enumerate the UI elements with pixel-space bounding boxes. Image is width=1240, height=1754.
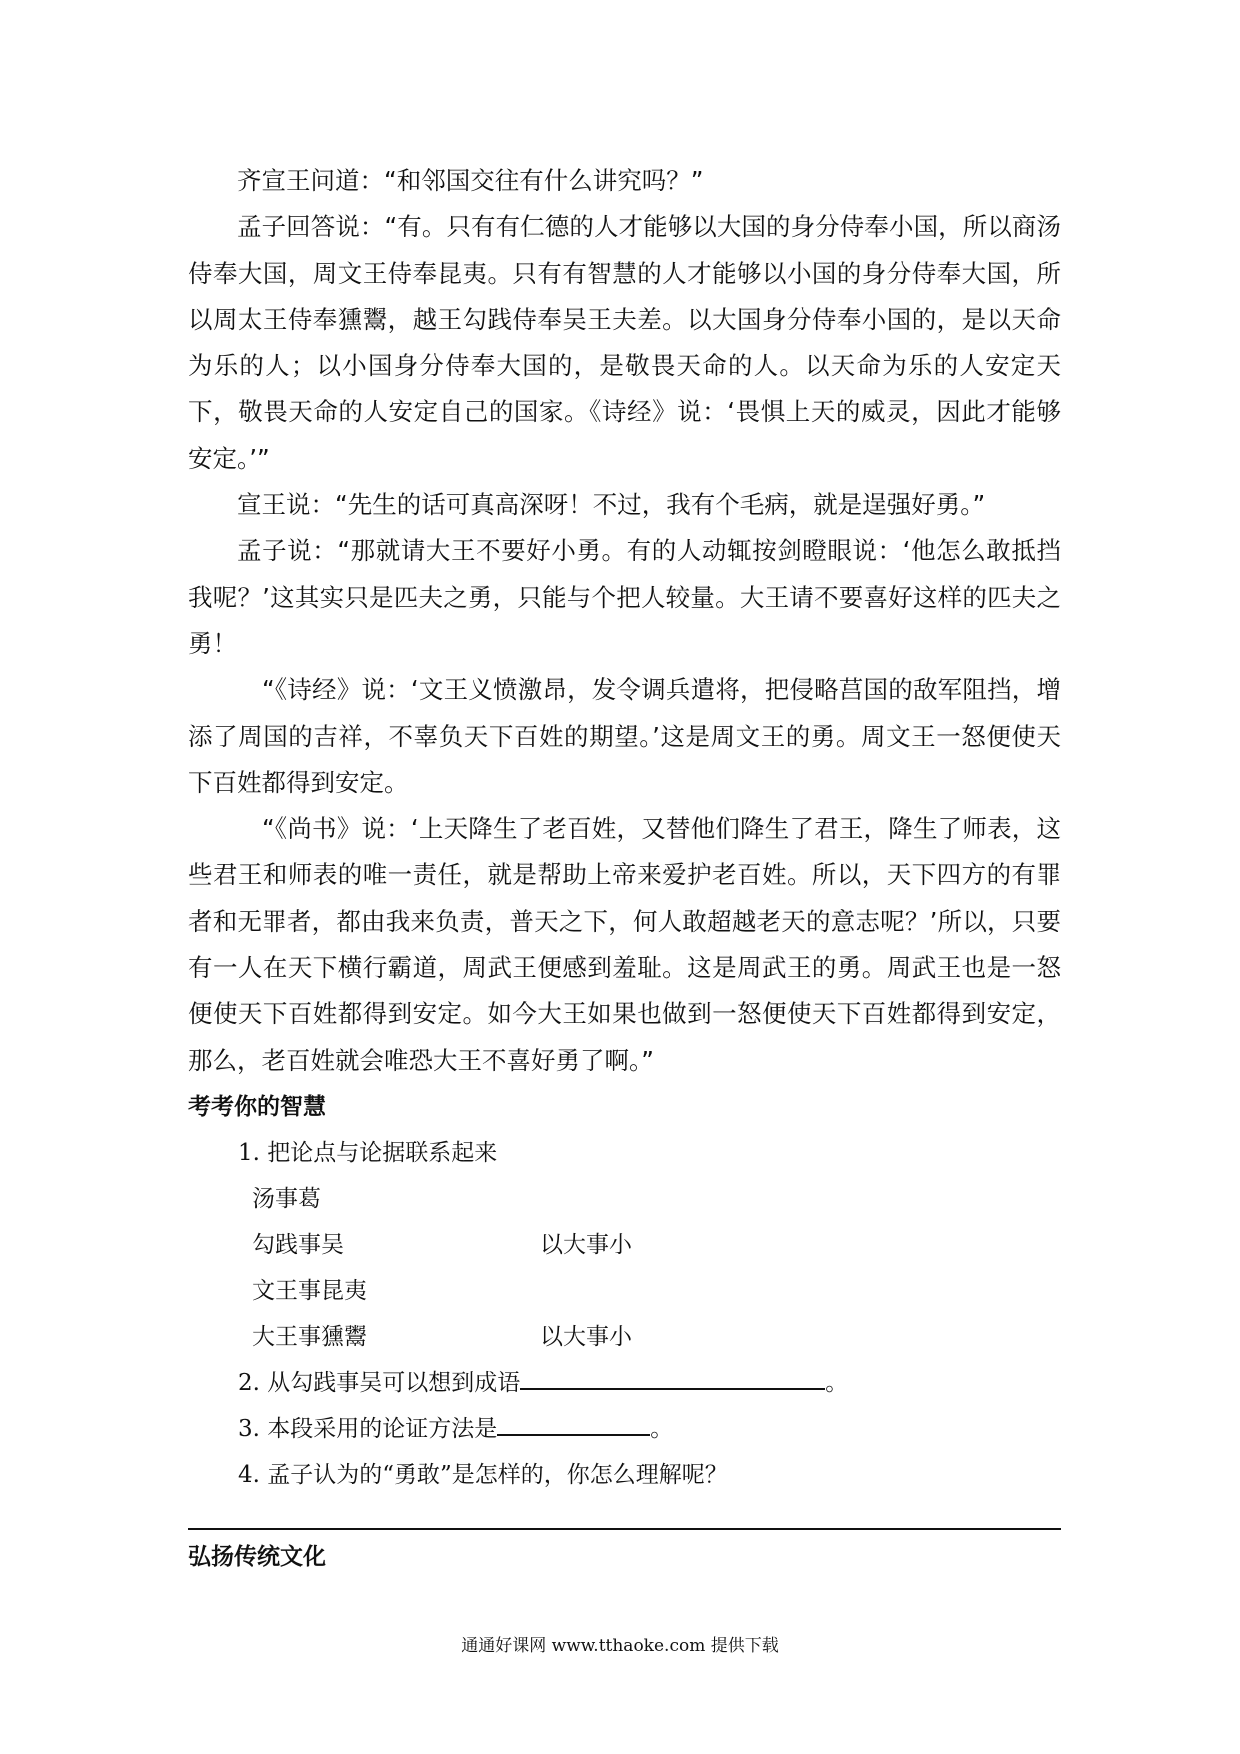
pair-left-1: 汤事葛 [252, 1185, 321, 1212]
pair-row-4 [188, 1314, 1061, 1360]
pair-left-4: 大王事獯鬻 [252, 1323, 367, 1350]
answer-blank-idiom[interactable] [520, 1366, 825, 1390]
paragraph-dialogue-4: 孟子说：“那就请大王不要好小勇。有的人动辄按剑瞪眼说：‘他怎么敢抵挡我呢？’这其实只是匹夫之勇，只能与个把人较量。大王请不要喜好这样的匹夫之勇！ [188, 536, 1061, 658]
question-2-end: 。 [825, 1369, 849, 1396]
question-3 [188, 1406, 1061, 1452]
pair-left-2: 勾践事吴 [252, 1231, 344, 1258]
paragraph-dialogue-2: 孟子回答说：“有。只有有仁德的人才能够以大国的身分侍奉小国，所以商汤侍奉大国，周文王侍奉昆夷。只有有智慧的人才能够以小国的身分侍奉大国，所以周太王侍奉獯鬻，越王勾践侍奉吴王夫差。以大国身分侍奉小国的，是以天命为乐的人；以小国身分侍奉大国的，是敬畏天命的人。以天命为乐的人安定天下，敬畏天命的人安定自己的国家。《诗经》说：‘畏惧上天的威灵，因此才能够安定。’” [188, 212, 1061, 473]
paragraph-dialogue-6: “《尚书》说：‘上天降生了老百姓，又替他们降生了君王，降生了师表，这些君王和师表的唯一责任，就是帮助上帝来爱护老百姓。所以，天下四方的有罪者和无罪者，都由我来负责，普天之下，何人敢超越老天的意志呢？’所以，只要有一人在天下横行霸道，周武王便感到羞耻。这是周武王的勇。周武王也是一怒便使天下百姓都得到安定。如今大王如果也做到一怒便使天下百姓都得到安定，那么，老百姓就会唯恐大王不喜好勇了啊。” [188, 814, 1061, 1075]
pair-row-3 [188, 1268, 1061, 1314]
page-footer: 通通好课网 www.tthaoke.com 提供下载 [461, 1636, 779, 1656]
question-2-text: 2. 从勾践事吴可以想到成语 [238, 1369, 521, 1396]
pair-row-2 [188, 1222, 1061, 1268]
pair-left-3: 文王事昆夷 [252, 1277, 367, 1304]
answer-blank-method[interactable] [497, 1412, 650, 1436]
paragraph-dialogue-3: 宣王说：“先生的话可真高深呀！不过，我有个毛病，就是逞强好勇。” [237, 490, 986, 520]
section-heading-quiz: 考考你的智慧 [188, 1092, 326, 1120]
paragraph-dialogue-5: “《诗经》说：‘文王义愤激昂，发令调兵遣将，把侵略莒国的敌军阻挡，增添了周国的吉祥，不辜负天下百姓的期望。’这是周文王的勇。周文王一怒便使天下百姓都得到安定。 [188, 675, 1061, 797]
pair-right-4: 以大事小 [540, 1323, 632, 1350]
question-1: 1. 把论点与论据联系起来 [238, 1139, 498, 1166]
question-3-text: 3. 本段采用的论证方法是 [238, 1415, 498, 1442]
section-heading-culture: 弘扬传统文化 [188, 1542, 326, 1570]
answer-line[interactable] [188, 1528, 1061, 1530]
paragraph-dialogue-1: 齐宣王问道：“和邻国交往有什么讲究吗？” [237, 166, 704, 195]
pair-row-1 [188, 1176, 1061, 1222]
document-body [188, 158, 1061, 1580]
pair-right-2: 以大事小 [540, 1231, 632, 1258]
question-2 [188, 1360, 1061, 1406]
question-3-end: 。 [650, 1415, 674, 1442]
question-4: 4. 孟子认为的“勇敢”是怎样的，你怎么理解呢？ [238, 1461, 728, 1488]
